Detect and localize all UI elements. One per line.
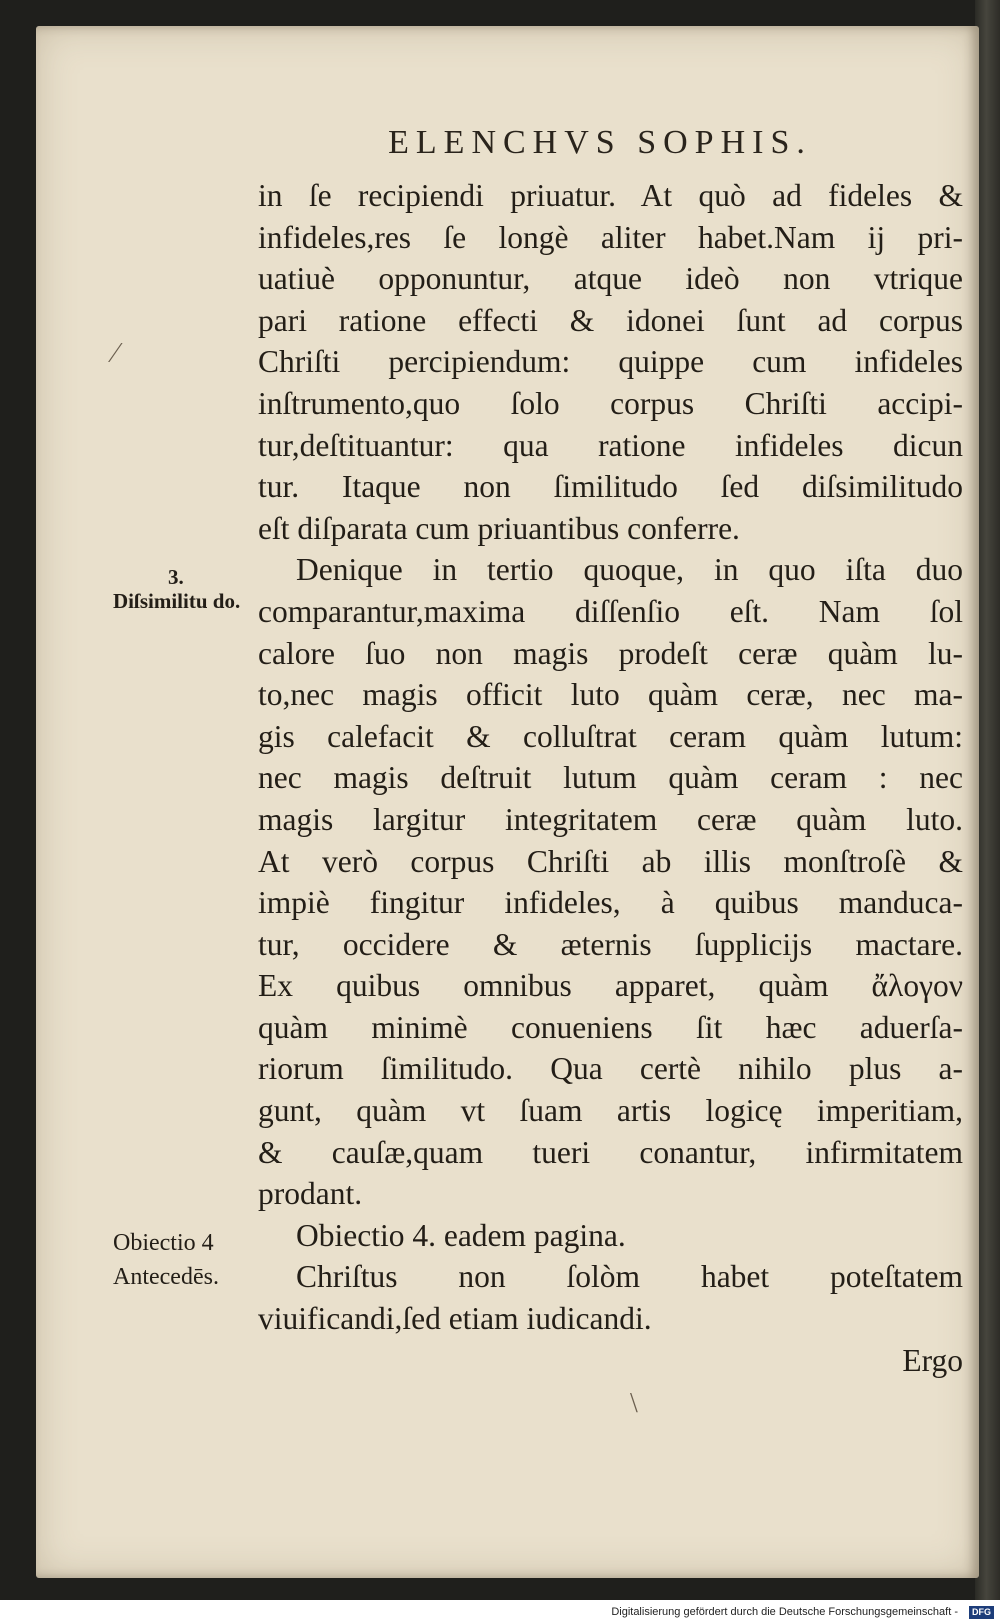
text-line: calore ſuo non magis prodeſt ceræ quàm lu- [258,635,963,671]
text-line: prodant. [258,1176,363,1212]
text-line: At verò corpus Chriſti ab illis monſtroſè & [258,843,963,879]
text-line: tur,deſtituantur: qua ratione infideles dicun [258,427,963,463]
section-heading: Obiectio 4. eadem pagina. [296,1217,626,1253]
margin-number: 3. [168,565,184,589]
catchword: Ergo [902,1342,963,1378]
ink-mark: \ [630,1388,638,1419]
text-line: to,nec magis officit luto quàm ceræ, nec ma- [258,677,963,713]
text-line: magis largitur integritatem ceræ quàm luto. [258,801,963,837]
text-line: impiè fingitur infideles, à quibus manduca- [258,885,963,921]
running-head: ELENCHVS SOPHIS. [388,124,812,161]
dfg-logo: DFG [969,1606,994,1619]
text-line: eſt diſparata cum priuantibus conferre. [258,510,740,546]
margin-note-antecedens: Antecedēs. [113,1264,219,1290]
text-line: Chriſtus non ſolòm habet poteſtatem [296,1259,963,1295]
text-line: in ſe recipiendi priuatur. At quò ad fideles & [258,178,963,213]
margin-note-dissimilitudo: Diſsimilitu do. [113,589,241,613]
text-line: gis calefacit & colluſtrat ceram quàm lutum: [258,718,963,754]
margin-note-objection: Obiectio 4 [113,1230,214,1256]
text-line: viuificandi,ſed etiam iudicandi. [258,1301,652,1337]
text-line: Chriſti percipiendum: quippe cum infideles [258,344,963,380]
digitization-credit: Digitalisierung gefördert durch die Deutsche Forschungsgemeinschaft - [611,1606,958,1618]
text-line: comparantur,maxima diſſenſio eſt. Nam ſol [258,593,963,629]
text-line: riorum ſimilitudo. Qua certè nihilo plus a- [258,1051,963,1087]
text-line: infideles,res ſe longè aliter habet.Nam ij pri- [258,219,963,255]
text-line: Ex quibus omnibus apparet, quàm ἄλογον [258,968,963,1004]
text-line: uatiuè opponuntur, atque ideò non vtrique [258,261,963,297]
ink-mark: ⁄ [113,338,118,369]
text-line: quàm minimè conueniens ſit hæc aduerſa- [258,1009,963,1045]
body-text [258,175,963,1381]
text-line: tur, occidere & æternis ſupplicijs mactare. [258,926,963,962]
text-line: nec magis deſtruit lutum quàm ceram : nec [258,760,963,796]
text-line: inſtrumento,quo ſolo corpus Chriſti accipi- [258,385,963,421]
text-line: gunt, quàm vt ſuam artis logicę imperitiam, [258,1093,963,1129]
text-line: tur. Itaque non ſimilitudo ſed diſsimilitudo [258,469,963,505]
text-line: Denique in tertio quoque, in quo iſta duo [296,552,963,588]
text-line: pari ratione effecti & idonei ſunt ad corpus [258,302,963,338]
text-line: & cauſæ,quam tueri conantur, infirmitatem [258,1134,963,1170]
